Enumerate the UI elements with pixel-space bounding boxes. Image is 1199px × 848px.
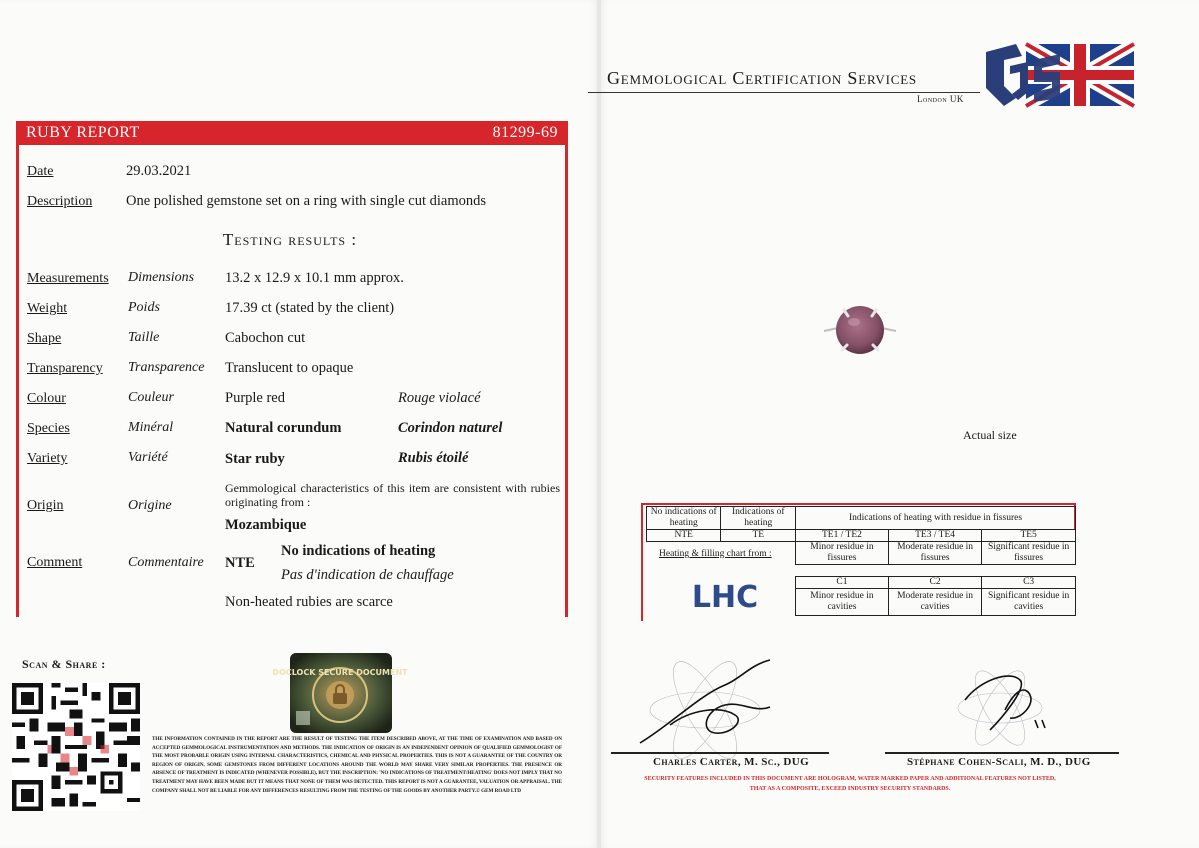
variety-fr: Variété [128, 450, 168, 465]
comment-fr: Commentaire [128, 555, 204, 570]
species-value-fr: Corindon naturel [398, 420, 503, 436]
hologram-seal [272, 653, 408, 733]
shape-value: Cabochon cut [225, 330, 306, 346]
comment-code: NTE [225, 555, 255, 571]
species-value: Natural corundum [225, 420, 342, 436]
gcs-logo [982, 42, 1136, 108]
disclaimer-text: THE INFORMATION CONTAINED IN THE REPORT ARE THE RESULT OF TESTING THE ITEM DESCRIBED ABOVE, AT THE TIME OF EXAMINATION AND BASED ON ACCEPTED GEMMOLOGICAL INSTRUMENTATION AND METHODS. THE INDICATION OF ORIGIN IS AN INDEPENDENT OPINION OF QUALIFIED GEMMOLOGIST OF THE MOST PROBABLE ORIGIN USING INTERNAL CHARACTERISTICS, CHEMICAL AND PHYSICAL PROPERTIES. THIS IS NOT A GUARANTEE OF THE COUNTRY OR REGION OF ORIGIN. SOME GEMSTONES FROM DIFFERENT LOCATIONS AROUND THE WORLD MAY SHARE VERY SIMILAR PROPERTIES. THE PRESENCE OR ABSENCE OF TREATMENT IS INDICATED (WHENEVER POSSIBLE), BUT THE INSCRIPTION: 'NO INDICATIONS OF TREATMENT/HEATING' DOES NOT IMPLY THAT NO TREATMENT MAY HAVE BEEN MADE BUT IT MEANS THAT NONE OF THEM WAS DETECTED. THIS REPORT IS NOT A GUARANTEE, VALUATION OR APPRAISAL. THE COMPANY SHALL NOT BE LIABLE FOR ANY DIFFERENCES RESULTING FROM THE TESTING OF THE GOODS BY ANOTHER PARTY.© GEM ROAD LTD [152, 736, 562, 794]
page-fold [597, 0, 601, 848]
te34-cell: TE3 / TE4 [888, 530, 981, 542]
nte-te-table [646, 506, 796, 542]
colour-fr: Couleur [128, 390, 174, 405]
fissures-table [795, 506, 1076, 565]
comment-note: Non-heated rubies are scarce [225, 594, 393, 610]
te34-desc: Moderate residue in fissures [888, 542, 981, 565]
species-fr: Minéral [128, 420, 174, 435]
report-header-bar [16, 121, 568, 145]
heating-frame-left [641, 503, 643, 621]
origin-value: Mozambique [225, 517, 307, 533]
te5-cell: TE5 [982, 530, 1076, 542]
report-border-left [16, 145, 19, 617]
ruby-ring-photo [820, 298, 900, 368]
c3-cell: C3 [982, 577, 1076, 589]
signature-line-left [611, 752, 829, 754]
variety-label: Variety [27, 451, 68, 466]
report-number: 81299-69 [492, 124, 558, 141]
colour-value: Purple red [225, 390, 285, 406]
description-label: Description [27, 194, 93, 209]
species-label: Species [27, 421, 70, 436]
signature-line-right [885, 752, 1119, 754]
c3-desc: Significant residue in cavities [982, 589, 1076, 616]
te5-desc: Significant residue in fissures [982, 542, 1076, 565]
transparency-fr: Transparence [128, 360, 205, 375]
signature-right [950, 660, 1070, 750]
date-label: Date [27, 164, 54, 179]
indications-cell: Indications of heating [721, 507, 796, 530]
te12-desc: Minor residue in fissures [796, 542, 889, 565]
description-value: One polished gemstone set on a ring with single cut diamonds [126, 193, 487, 209]
signer-right: Stéphane Cohen-Scali, M. D., DUG [907, 756, 1091, 768]
transparency-value: Translucent to opaque [225, 360, 354, 376]
testing-results-title: Testing results : [222, 230, 358, 249]
signature-left [630, 655, 780, 750]
c2-desc: Moderate residue in cavities [888, 589, 981, 616]
lhc-logo-text: LHC [691, 580, 759, 615]
comment-value: No indications of heating [281, 543, 436, 559]
qr-code[interactable] [12, 683, 140, 811]
colour-label: Colour [27, 391, 66, 406]
origin-fr: Origine [128, 498, 172, 513]
measurements-value: 13.2 x 12.9 x 10.1 mm approx. [225, 270, 404, 286]
measurements-label: Measurements [27, 271, 109, 286]
report-title: RUBY REPORT [26, 124, 140, 141]
date-value: 29.03.2021 [126, 163, 192, 179]
measurements-fr: Dimensions [128, 270, 195, 285]
te-cell: TE [721, 530, 796, 542]
shape-label: Shape [27, 331, 62, 346]
variety-value: Star ruby [225, 451, 285, 467]
hologram-text: DOCLOCK SECURE DOCUMENT [272, 668, 408, 677]
te12-cell: TE1 / TE2 [796, 530, 889, 542]
nte-cell: NTE [647, 530, 721, 542]
fissures-header: Indications of heating with residue in fissures [796, 507, 1076, 530]
origin-label: Origin [27, 498, 64, 513]
signer-left: Charles Carter, M. Sc., DUG [653, 756, 810, 768]
scan-share-label: Scan & Share : [22, 657, 106, 671]
no-indications-cell: No indications of heating [647, 507, 721, 530]
colour-value-fr: Rouge violacé [398, 390, 481, 406]
security-note: SECURITY FEATURES INCLUDED IN THIS DOCUMENT ARE HOLOGRAM, WATER MARKED PAPER AND ADDITIONAL FEATURES NOT LISTED, THAT AS A COMPOSITE, EXCEED INDUSTRY SECURITY STANDARDS. [644, 776, 1056, 792]
cavities-table [795, 576, 1076, 616]
weight-value: 17.39 ct (stated by the client) [225, 300, 395, 316]
weight-label: Weight [27, 301, 68, 316]
report-border-right [565, 145, 568, 617]
weight-fr: Poids [128, 300, 160, 315]
c1-desc: Minor residue in cavities [796, 589, 889, 616]
heating-chart-link[interactable]: Heating & filling chart from : [659, 549, 772, 559]
origin-text: Gemmological characteristics of this item are consistent with rubies originating from : [225, 481, 560, 509]
lhc-logo [693, 575, 757, 615]
shape-fr: Taille [128, 330, 160, 345]
heating-frame-top [641, 503, 1076, 505]
company-subtitle: London UK [917, 94, 964, 104]
variety-value-fr: Rubis étoilé [398, 450, 469, 466]
actual-size-label: Actual size [963, 428, 1017, 442]
company-title: Gemmological Certification Services [607, 68, 917, 88]
comment-value-fr: Pas d'indication de chauffage [281, 567, 454, 583]
comment-label: Comment [27, 555, 83, 570]
title-underline [588, 92, 980, 93]
transparency-label: Transparency [27, 361, 103, 376]
c2-cell: C2 [888, 577, 981, 589]
c1-cell: C1 [796, 577, 889, 589]
